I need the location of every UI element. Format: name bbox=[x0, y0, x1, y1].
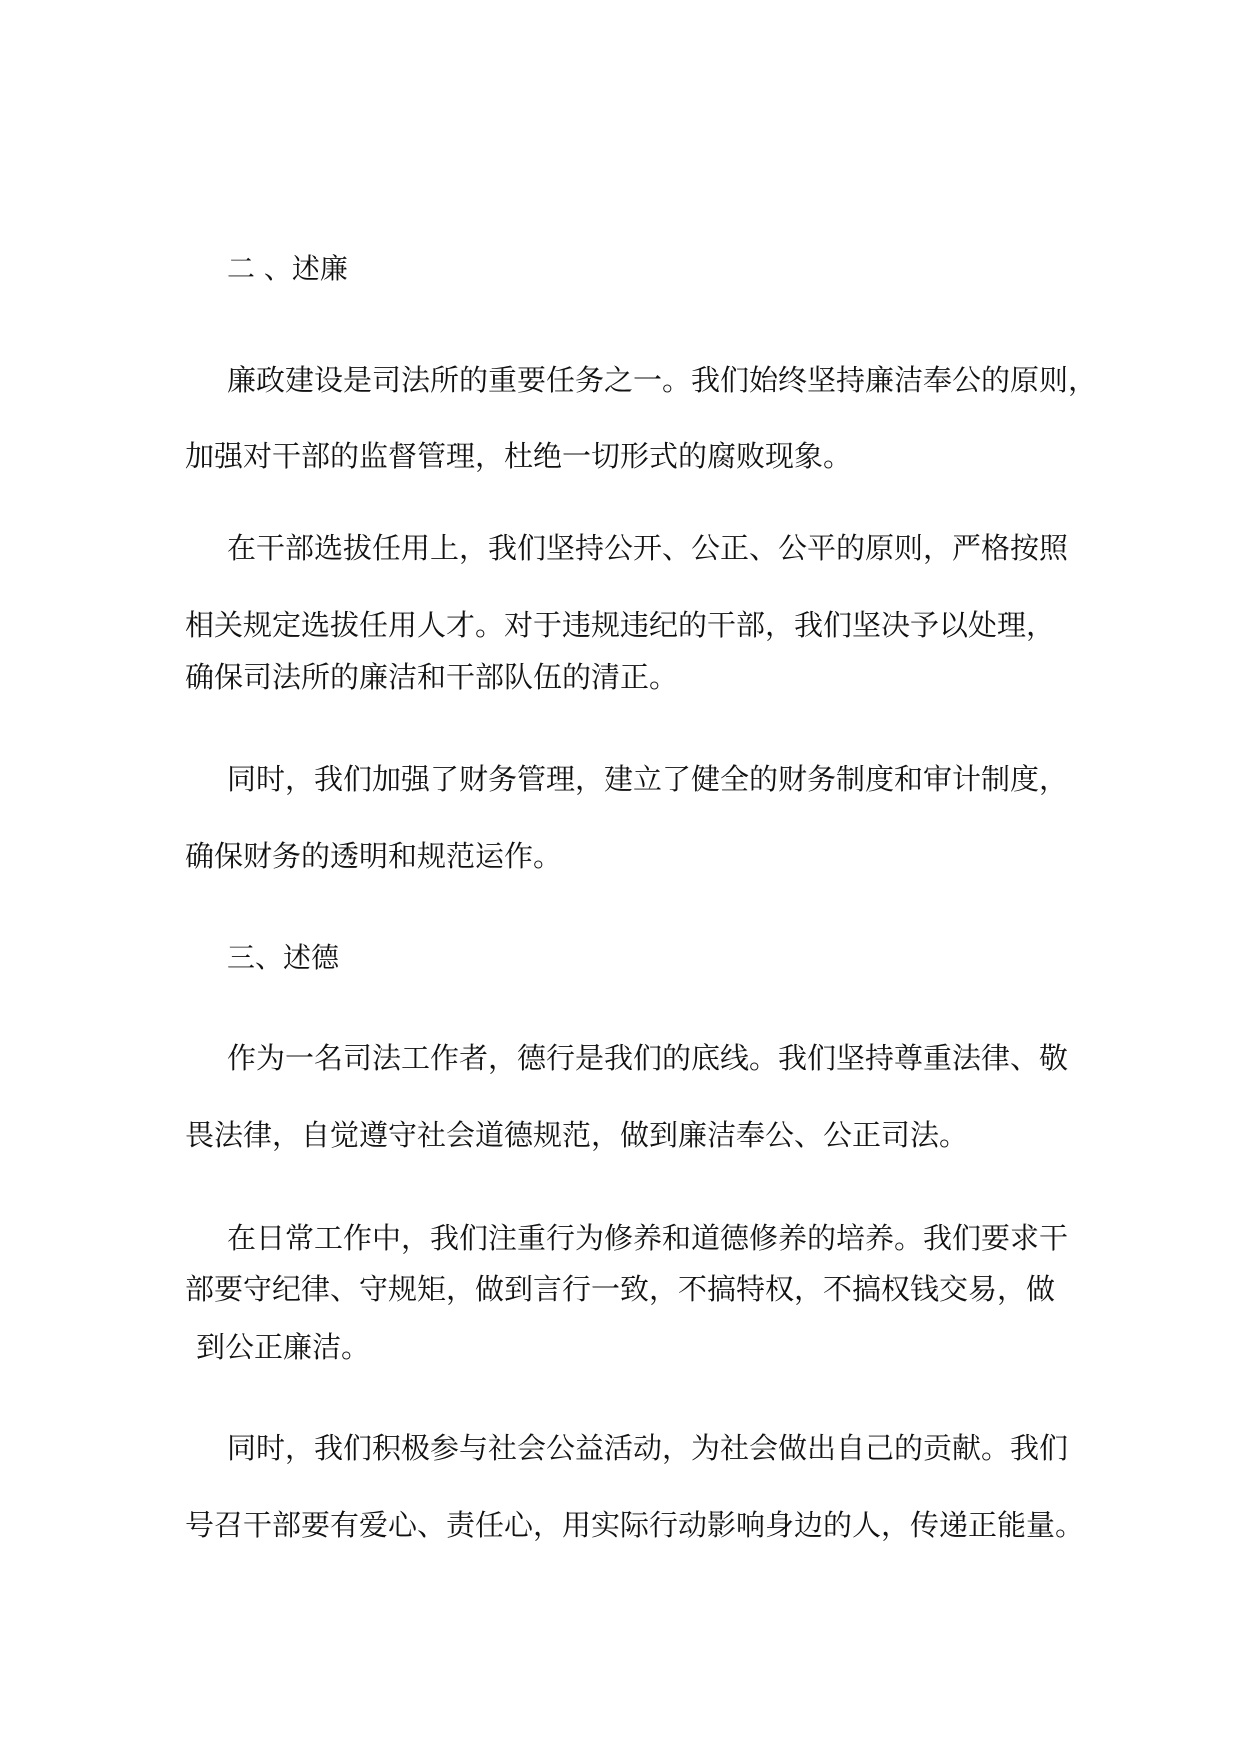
paragraph-line: 在干部选拔任用上，我们坚持公开、公正、公平的原则，严格按照 bbox=[227, 531, 1069, 565]
paragraph-line: 到公正廉洁。 bbox=[196, 1330, 371, 1364]
paragraph-line: 同时，我们积极参与社会公益活动，为社会做出自己的贡献。我们 bbox=[227, 1431, 1069, 1465]
paragraph-line: 相关规定选拔任用人才。对于违规违纪的干部，我们坚决予以处理， bbox=[185, 608, 1056, 642]
paragraph-line: 确保司法所的廉洁和干部队伍的清正。 bbox=[185, 660, 679, 694]
paragraph-line: 同时，我们加强了财务管理，建立了健全的财务制度和审计制度， bbox=[227, 762, 1069, 796]
paragraph-line: 在日常工作中，我们注重行为修养和道德修养的培养。我们要求干 bbox=[227, 1221, 1069, 1255]
section-heading-3: 三、述德 bbox=[227, 941, 340, 974]
paragraph-line: 作为一名司法工作者，德行是我们的底线。我们坚持尊重法律、敬 bbox=[227, 1041, 1069, 1075]
paragraph-line: 部要守纪律、守规矩，做到言行一致，不搞特权，不搞权钱交易，做 bbox=[185, 1272, 1056, 1306]
paragraph-line: 加强对干部的监督管理，杜绝一切形式的腐败现象。 bbox=[185, 439, 853, 473]
paragraph-line: 廉政建设是司法所的重要任务之一。我们始终坚持廉洁奉公的原则， bbox=[227, 363, 1098, 397]
paragraph-line: 畏法律，自觉遵守社会道德规范，做到廉洁奉公、公正司法。 bbox=[185, 1118, 969, 1152]
paragraph-line: 号召干部要有爱心、责任心，用实际行动影响身边的人，传递正能量。 bbox=[185, 1508, 1085, 1542]
section-heading-2: 二 、述廉 bbox=[227, 252, 348, 285]
paragraph-line: 确保财务的透明和规范运作。 bbox=[185, 839, 563, 873]
